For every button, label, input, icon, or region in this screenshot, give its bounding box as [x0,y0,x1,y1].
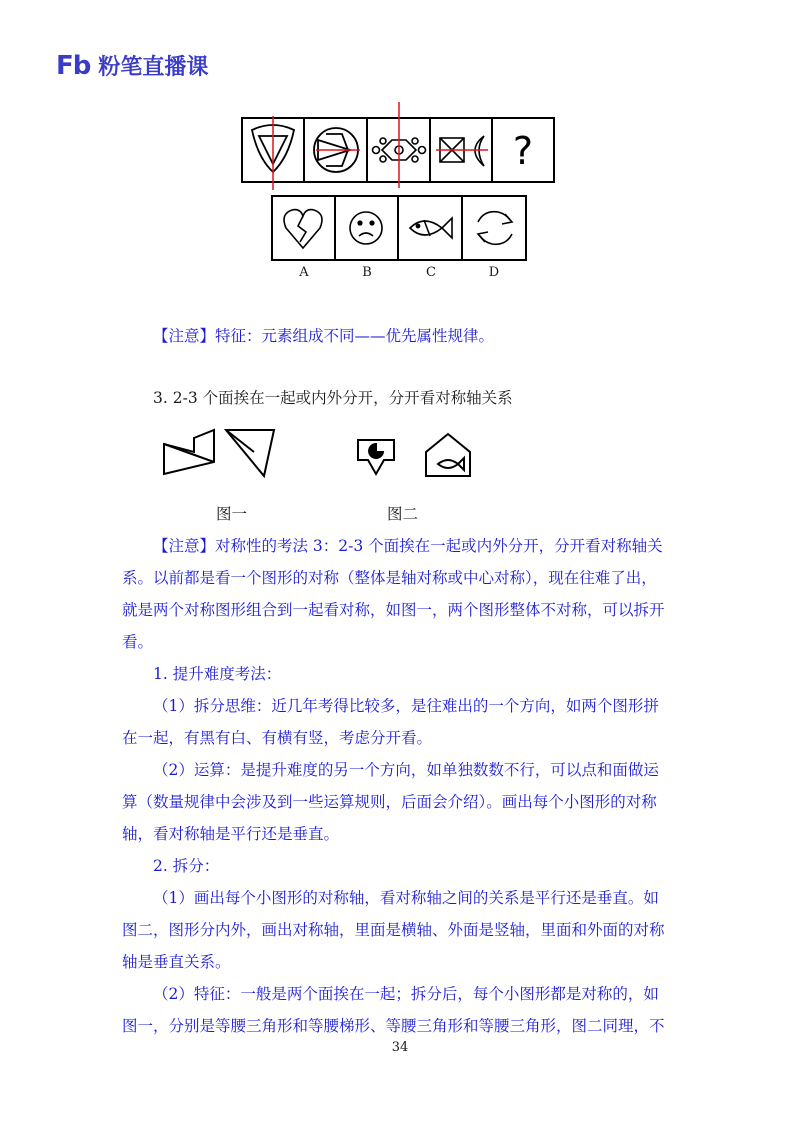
item-1-heading: 1. 提升难度考法： [153,665,282,683]
item-1-p2-line-1: （2）运算：是提升难度的另一个方向，如单独数数不行，可以点和面做运 [153,761,659,779]
puzzle-figure [0,0,800,290]
options-row [272,196,526,260]
figure-one-caption: 图一 [216,505,248,523]
item-1-p2-line-2: 算（数量规律中会涉及到一些运算规则，后面会介绍）。画出每个小图形的对称 [122,793,657,811]
option-b-figure [350,212,382,244]
option-label-d: D [488,265,500,280]
option-a-figure [284,210,322,248]
item-1-p2-line-3: 轴，看对称轴是平行还是垂直。 [122,825,340,843]
item-2-heading: 2. 拆分： [153,857,220,875]
item-1-p1-line-1: （1）拆分思维：近几年考得比较多，是往难出的一个方向，如两个图形拼 [153,697,659,715]
note-2-line-1: 【注意】对称性的考法 3：2-3 个面挨在一起或内外分开，分开看对称轴关 [153,537,663,555]
option-label-b: B [362,265,372,280]
figure-two-shape-b [426,434,470,476]
item-1-p1-line-2: 在一起，有黑有白、有横有竖，考虑分开看。 [122,729,433,747]
figure-2-illustrations [0,422,800,492]
item-2-p1-line-1: （1）画出每个小图形的对称轴，看对称轴之间的关系是平行还是垂直。如 [153,889,659,907]
question-mark: ? [512,129,534,173]
logo-mark: Fb [56,50,91,81]
figure-one-shape-a [164,430,214,474]
option-label-a: A [299,265,309,280]
item-2-p1-line-3: 轴是垂直关系。 [122,953,231,971]
figure-one-shape-b [226,430,274,476]
figure-two-caption: 图二 [387,505,419,523]
section-3-heading: 3. 2-3 个面挨在一起或内外分开，分开看对称轴关系 [153,389,513,407]
figure-two-shape-a [358,440,394,474]
item-2-p2-line-2: 图一，分别是等腰三角形和等腰梯形、等腰三角形和等腰三角形，图二同理，不 [122,1017,665,1035]
note-2-line-3: 就是两个对称图形组合到一起看对称，如图一，两个图形整体不对称，可以拆开 [122,601,665,619]
option-label-c: C [426,265,436,280]
note-2-line-4: 看。 [122,633,154,651]
option-c-figure [410,218,452,238]
cell-4-figure [440,136,484,166]
note-1: 【注意】特征：元素组成不同——优先属性规律。 [153,327,495,345]
item-2-p1-line-2: 图二，图形分内外，画出对称轴，里面是横轴、外面是竖轴，里面和外面的对称 [122,921,665,939]
page-number: 34 [391,1040,409,1055]
brand-name: 粉笔直播课 [98,55,209,80]
note-2-line-2: 系。以前都是看一个图形的对称（整体是轴对称或中心对称），现在往难了出， [122,569,657,587]
item-2-p2-line-1: （2）特征：一般是两个面挨在一起；拆分后，每个小图形都是对称的，如 [153,985,659,1003]
option-d-figure [478,212,512,245]
